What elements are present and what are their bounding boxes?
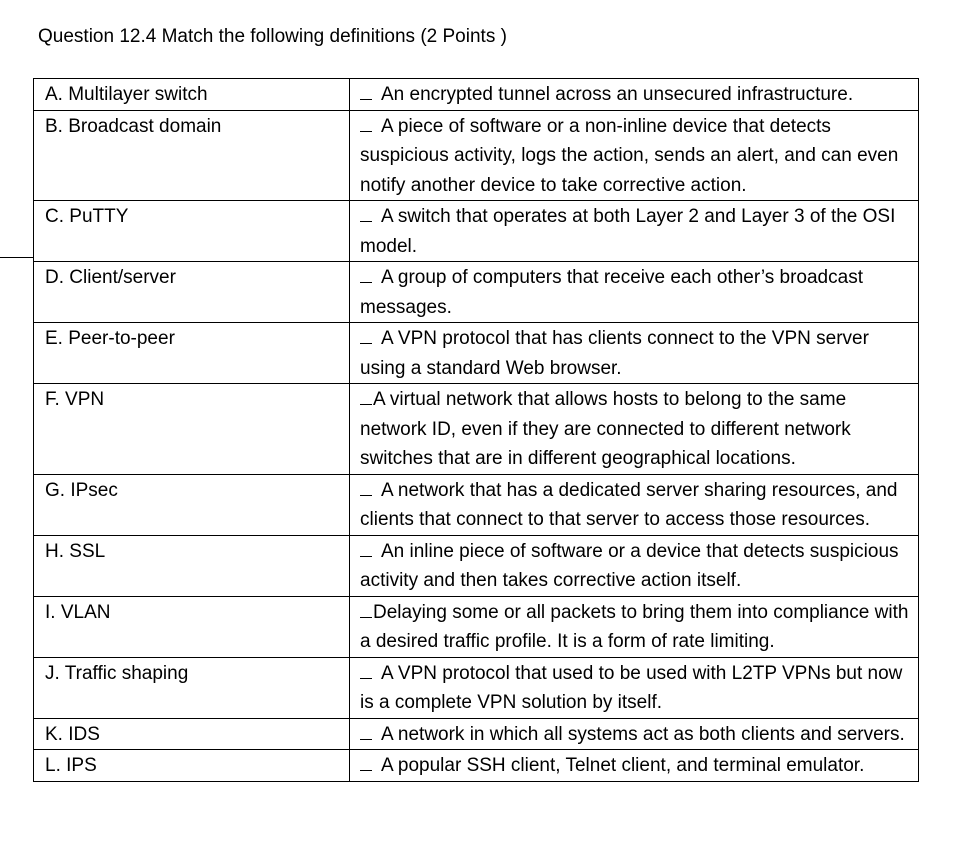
- definition-text: A virtual network that allows hosts to belong to the same network ID, even if they are connected to different network switches that are in different geographical locations.: [360, 389, 851, 469]
- table-row: [34, 384, 919, 475]
- definition-text: An inline piece of software or a device that detects suspicious activity and then takes corrective action itself.: [360, 540, 899, 591]
- table-row: [34, 596, 919, 657]
- term-cell: D. Client/server: [34, 262, 350, 323]
- definition-cell: [350, 323, 919, 384]
- definition-cell: [350, 657, 919, 718]
- definition-cell: [350, 384, 919, 475]
- table-row: [34, 262, 919, 323]
- definition-text: A piece of software or a non-inline device that detects suspicious activity, logs the action, sends an alert, and can even notify another device to take corrective action.: [360, 115, 899, 196]
- term-cell: L. IPS: [34, 750, 350, 782]
- definition-cell: [350, 750, 919, 782]
- definition-text: A group of computers that receive each other’s broadcast messages.: [360, 267, 863, 318]
- answer-blank[interactable]: [360, 389, 372, 405]
- term-cell: B. Broadcast domain: [34, 110, 350, 201]
- term-cell: F. VPN: [34, 384, 350, 475]
- term-cell: A. Multilayer switch: [34, 79, 350, 111]
- answer-blank[interactable]: [360, 663, 372, 679]
- table-row: [34, 750, 919, 782]
- answer-blank[interactable]: [360, 541, 372, 557]
- answer-blank[interactable]: [360, 602, 372, 618]
- answer-blank[interactable]: [360, 480, 372, 496]
- table-row: [34, 474, 919, 535]
- definition-text: A switch that operates at both Layer 2 and Layer 3 of the OSI model.: [360, 206, 896, 257]
- term-cell: K. IDS: [34, 718, 350, 750]
- term-cell: E. Peer-to-peer: [34, 323, 350, 384]
- table-row: [34, 718, 919, 750]
- table-row: [34, 79, 919, 111]
- definition-cell: [350, 201, 919, 262]
- term-cell: C. PuTTY: [34, 201, 350, 262]
- definition-text: An encrypted tunnel across an unsecured infrastructure.: [381, 84, 854, 105]
- answer-blank[interactable]: [360, 724, 372, 740]
- term-cell: H. SSL: [34, 535, 350, 596]
- matching-table: [33, 78, 919, 782]
- definition-text: Delaying some or all packets to bring them into compliance with a desired traffic profile. It is a form of rate limiting.: [360, 601, 909, 652]
- definition-text: A network in which all systems act as both clients and servers.: [381, 723, 905, 745]
- question-title: Question 12.4 Match the following definitions (2 Points ): [38, 26, 507, 47]
- definition-cell: [350, 535, 919, 596]
- term-cell: G. IPsec: [34, 474, 350, 535]
- term-cell: J. Traffic shaping: [34, 657, 350, 718]
- answer-blank[interactable]: [360, 116, 372, 132]
- table-row: [34, 535, 919, 596]
- answer-blank[interactable]: [360, 84, 372, 100]
- answer-blank[interactable]: [360, 755, 372, 771]
- table-row: [34, 201, 919, 262]
- table-row: [34, 323, 919, 384]
- definition-text: A popular SSH client, Telnet client, and terminal emulator.: [381, 755, 865, 776]
- definition-cell: [350, 262, 919, 323]
- definition-cell: [350, 79, 919, 111]
- definition-text: A VPN protocol that used to be used with L2TP VPNs but now is a complete VPN solution by itself.: [360, 662, 903, 713]
- definition-cell: [350, 474, 919, 535]
- term-cell: I. VLAN: [34, 596, 350, 657]
- definition-text: A network that has a dedicated server sharing resources, and clients that connect to that server to access those resources.: [360, 479, 898, 530]
- table-row: [34, 110, 919, 201]
- answer-blank[interactable]: [360, 267, 372, 283]
- answer-blank[interactable]: [360, 328, 372, 344]
- definition-text: A VPN protocol that has clients connect to the VPN server using a standard Web browser.: [360, 328, 869, 379]
- margin-line: [0, 257, 33, 258]
- definition-cell: [350, 596, 919, 657]
- definition-cell: [350, 110, 919, 201]
- answer-blank[interactable]: [360, 206, 372, 222]
- table-row: [34, 657, 919, 718]
- definition-cell: [350, 718, 919, 750]
